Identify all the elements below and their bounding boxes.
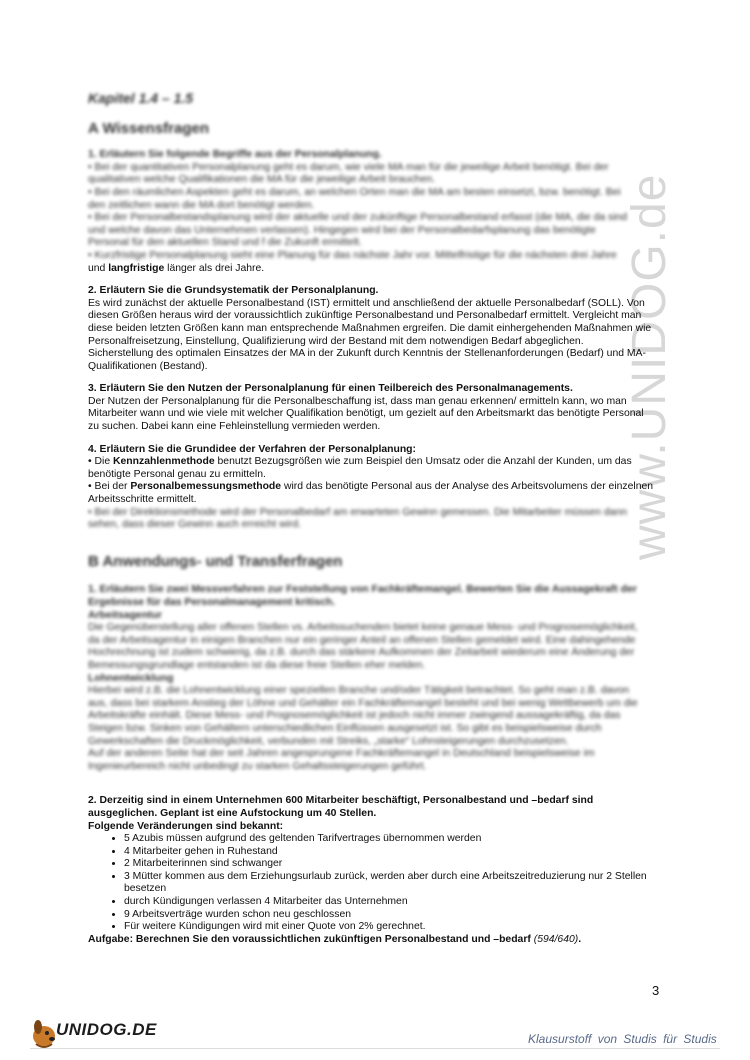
- task-solution: (594/640): [533, 933, 579, 945]
- transfer-question-2-title: 2. Derzeitig sind in einem Unternehmen 600 Mitarbeiter beschäftigt, Personalbestand und –bedarf sind ausgeglichen. Geplant ist eine Aufstockung um 40 Stellen.: [88, 795, 594, 819]
- blurred-line: Steigen bzw. Sinken von Gehältern unterschiedlichen Einflüssen ausgesetzt ist. So gibt es beispielsweise durch: [88, 722, 602, 734]
- document-content: [88, 92, 656, 956]
- blurred-line: aus, dass bei starkem Anstieg der Löhne und Gehälter ein Fachkräftemangel besteht und bei wenig Wettbewerb um die: [88, 697, 638, 709]
- blurred-line: • Kurzfristige Personalplanung sieht eine Planung für das nächste Jahr vor. Mittelfristige für die nächsten drei Jahre: [88, 249, 617, 261]
- list-item: • 5 Azubis müssen aufgrund des geltenden Tarifvertrages übernommen werden: [124, 833, 656, 846]
- blurred-line: da der Arbeitsagentur in einigen Branchen nur ein geringer Anteil an offenen Stellen gemeldet wird. Eine dahingehende: [88, 634, 636, 646]
- text-span: und: [88, 262, 109, 274]
- question-4: [88, 444, 656, 532]
- blurred-line: • Bei der Direktionsmethode wird der Personalbedarf am erwarteten Gewinn gemessen. Die Mitarbeiter müssen dann: [88, 506, 628, 518]
- question-2: [88, 285, 656, 373]
- blurred-line: • Bei der Personalbestandsplanung wird der aktuelle und der zukünftige Personalbestand erfasst (die MA, die da sind: [88, 212, 628, 224]
- blurred-line: den zeitlichen wann die MA dort benötigt werden.: [88, 199, 315, 211]
- bold-term: langfristige: [108, 262, 165, 274]
- blurred-subheading: Arbeitsagentur: [88, 609, 162, 621]
- blurred-line: Hochrechnung ist zudem schwierig, da z.B. durch das stärkere Aufkommen der Zeitarbeit wiederum eine Änderung der: [88, 647, 635, 659]
- question-2-title: 2. Erläutern Sie die Grundsystematik der Personalplanung.: [88, 285, 379, 297]
- text-span: • Bei der: [88, 481, 131, 493]
- text-span: benutzt Bezugsgrößen wie zum Beispiel den Umsatz oder die Anzahl der Kunden, um das benötigte Personal genau zu ermitteln.: [88, 456, 632, 480]
- chapter-title: Kapitel 1.4 – 1.5: [88, 90, 194, 106]
- list-item: • 9 Arbeitsverträge wurden schon neu geschlossen: [124, 909, 656, 922]
- bold-term: Personalbemessungsmethode: [130, 481, 282, 493]
- blurred-line: qualitativen welche Qualifikationen die MA für die jeweilige Arbeit brauchen.: [88, 174, 436, 186]
- question-4-bullet-1: [88, 456, 656, 481]
- question-2-answer-1: Es wird zunächst der aktuelle Personalbestand (IST) ermittelt und anschließend der aktuelle Personalbedarf (SOLL). Von diesen Größen heraus wird der voraussichtlich zukünftige Personalbestand und Personalbedarf ermittelt. Vergleicht man diese beiden letzten Größen kann man entsprechende Maßnahmen ergreifen. Die damit einhergehenden Maßnahmen wie Personalfreisetzung, Einstellung, Qualifizierung wird der Bestand mit dem notwendigen Bedarf abgeglichen.: [88, 297, 652, 347]
- list-item: • durch Kündigungen verlassen 4 Mitarbeiter das Unternehmen: [124, 896, 656, 909]
- footer-tagline: Klausurstoff von Studis für Studis: [528, 1032, 717, 1046]
- blurred-line: Ergebnisse für das Personalmanagement kritisch.: [88, 597, 336, 608]
- list-item: • Für weitere Kündigungen wird mit einer Quote von 2% gerechnet.: [124, 921, 656, 934]
- blurred-line: • Bei der quantitativen Personalplanung geht es darum, wie viele MA man für die jeweilige Arbeit benötigt. Bei der: [88, 161, 609, 173]
- footer-divider: [30, 1048, 720, 1049]
- task-text: Aufgabe: Berechnen Sie den voraussichtlichen zukünftigen Personalbestand und –bedarf: [88, 933, 531, 945]
- question-4-title: 4. Erläutern Sie die Grundidee der Verfahren der Personalplanung:: [88, 443, 416, 455]
- watermark: www.UNIDOG.de: [623, 173, 676, 560]
- logo-text: UNIDOG.DE: [56, 1020, 157, 1039]
- page-number: 3: [652, 983, 660, 998]
- bold-term: Kennzahlenmethode: [113, 456, 215, 468]
- question-3-answer: Der Nutzen der Personalplanung für die Personalbeschaffung ist, dass man genau erkennen/ ermitteln kann, wo man Mitarbeiter wann und wie viele mit welcher Qualifikation benötigt, um gezielt auf den Arbeitsmarkt das benötigte Personal zu suchen. Dabei kann eine Fehleinstellung vermieden werden.: [88, 395, 644, 433]
- question-3-title: 3. Erläutern Sie den Nutzen der Personalplanung für einen Teilbereich des Personalmanagements.: [88, 383, 573, 395]
- blurred-line: • Bei den räumlichen Aspekten geht es darum, an welchen Orten man die MA am besten einsetzt, bzw. benötigt. Bei: [88, 186, 621, 198]
- blurred-line: Personal für den aktuellen Stand und f die Zukunft ermittelt.: [88, 237, 362, 249]
- blurred-subheading: Lohnentwicklung: [88, 672, 174, 684]
- question-1-blurred: [88, 149, 656, 262]
- blurred-line: Bemessungsgrundlage entstanden ist da diese freie Stellen eher melden.: [88, 659, 426, 671]
- blurred-line: Auf der anderen Seite hat der seit Jahren angesprungene Fachkräftemangel in Deutschland beispielsweise im: [88, 748, 595, 760]
- transfer-question-2-subtitle: Folgende Veränderungen sind bekannt:: [88, 820, 284, 832]
- text-span: wird das benötigte Personal aus der Analyse des Arbeitsvolumens der einzelnen Arbeitsschritte ermittelt.: [88, 481, 654, 506]
- transfer-question-1: [88, 584, 656, 773]
- question-4-bullet-2: [88, 481, 656, 506]
- text-span: länger als drei Jahre.: [164, 262, 265, 274]
- list-item: • 2 Mitarbeiterinnen sind schwanger: [124, 858, 656, 871]
- blurred-line: Die Gegenüberstellung aller offenen Stellen vs. Arbeitssuchenden bietet keine genaue Mess- und Prognosemöglichkeit,: [88, 622, 638, 634]
- blurred-line: sehen, dass dieser Gewinn auch erreicht wird.: [88, 519, 302, 531]
- blurred-line: Ingenieurbereich nicht unbedingt zu starken Gehaltssteigerungen geführt.: [88, 760, 427, 772]
- change-list: [88, 833, 656, 934]
- question-1-last-line: [88, 263, 656, 276]
- section-a-heading: A Wissensfragen: [88, 119, 210, 137]
- list-item: • 3 Mütter kommen aus dem Erziehungsurlaub zurück, werden aber durch eine Arbeitszeitreduzierung nur 2 Stellen besetzen: [124, 871, 656, 896]
- text-span: • Die: [88, 456, 114, 468]
- question-1: [88, 149, 656, 275]
- blurred-line: 1. Erläutern Sie zwei Messverfahren zur Feststellung von Fachkräftemangel. Bewerten Sie die Aussagekraft der: [88, 584, 637, 596]
- blurred-line: Hierbei wird z.B. die Lohnentwicklung einer speziellen Branche und/oder Tätigkeit betrachtet. So geht man z.B. davon: [88, 685, 630, 697]
- question-3: [88, 383, 656, 433]
- question-4-blurred: [88, 507, 656, 532]
- question-1-title: 1. Erläutern Sie folgende Begriffe aus der Personalplanung.: [88, 149, 382, 161]
- blurred-line: Arbeitskräfte einhält. Diese Mess- und Prognosemöglichkeit ist jedoch nicht immer zwingend aussagekräftig, da das: [88, 710, 621, 722]
- list-item: • 4 Mitarbeiter gehen in Ruhestand: [124, 846, 656, 859]
- question-2-answer-2: Sicherstellung des optimalen Einsatzes der MA in der Zukunft durch Kenntnis der Stellenanforderungen (Bedarf) und MA-Qualifikationen (Bestand).: [88, 348, 646, 372]
- task-line: [88, 934, 656, 947]
- transfer-question-2: [88, 795, 656, 946]
- text-span: .: [578, 933, 582, 945]
- blurred-line: und welche davon das Unternehmen verlassen). Hingegen wird bei der Personalbedarfsplanung das benötigte: [88, 224, 596, 236]
- section-b-heading: B Anwendungs- und Transferfragen: [88, 552, 343, 570]
- blurred-line: Gewerkschaften die Druckmöglichkeit, verbunden mit Streiks, „starke“ Lohnsteigerungen durchzusetzen.: [88, 735, 569, 747]
